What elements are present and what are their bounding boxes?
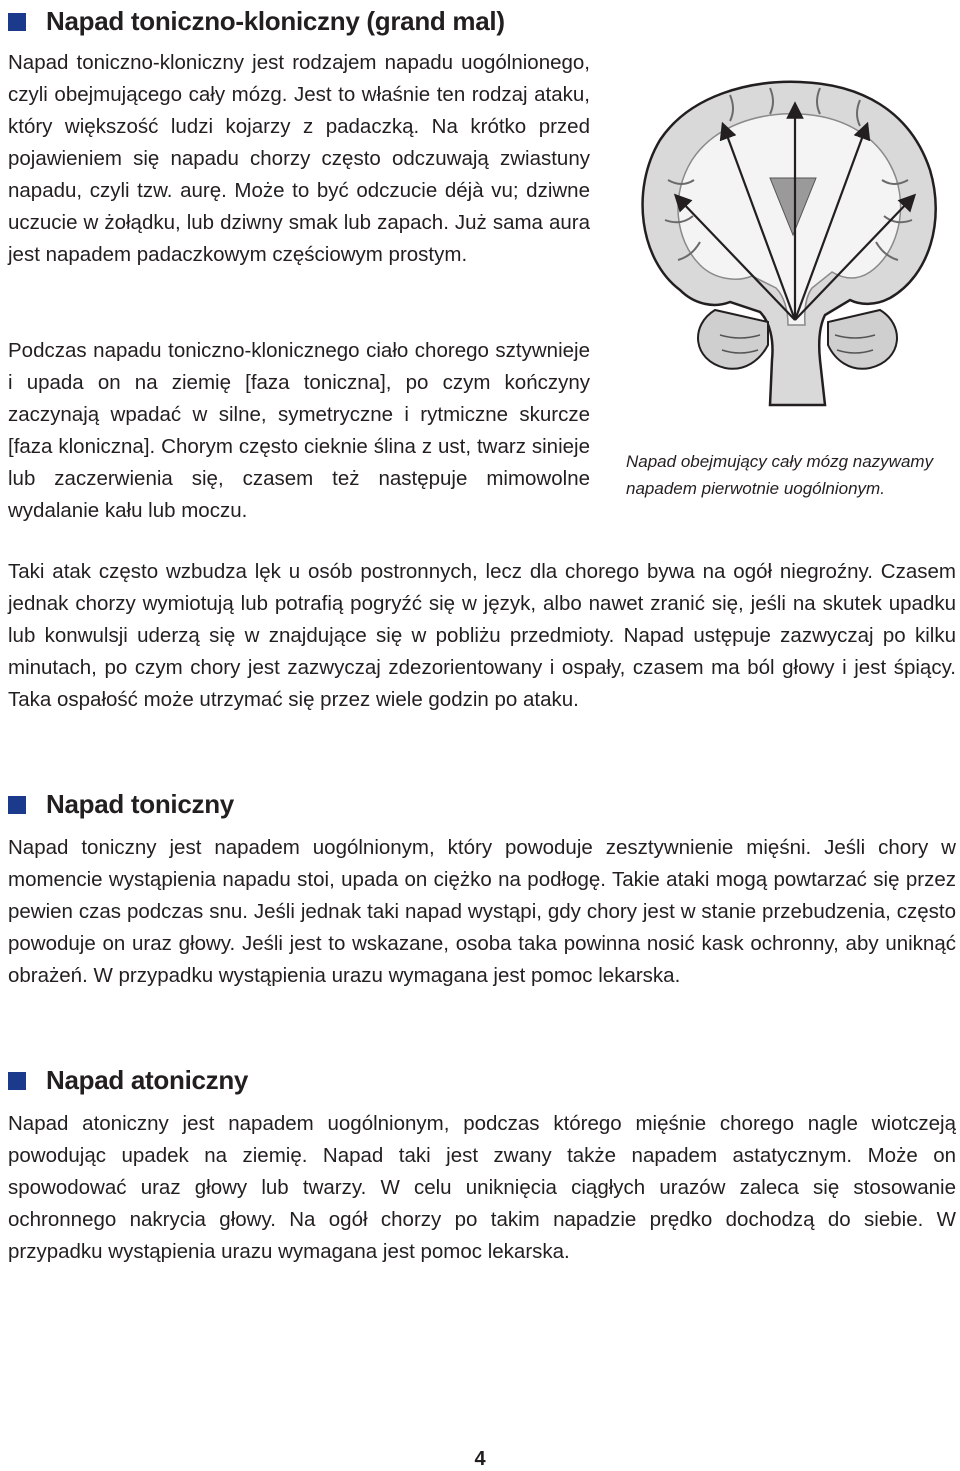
brain-figure — [620, 60, 950, 460]
brain-cross-section-icon — [620, 60, 950, 460]
section-heading-atonic — [8, 1065, 248, 1096]
section-heading-tonic-clonic — [8, 6, 505, 37]
paragraph-atonic: Napad atoniczny jest napadem uogólnionym, podczas którego mięśnie chorego nagle wiotczeją powodując upadek na ziemię. Napad taki jest zwany także napadem astatycznym. Może on spowodować uraz głowy lub twarzy. W celu uniknięcia ciągłych urazów zaleca się stosowanie ochronnego nakrycia głowy. Na ogół chorzy po takim napadzie prędko dochodzą do siebie. W przypadku wystąpienia urazu wymagana jest pomoc lekarska. — [8, 1112, 956, 1263]
square-bullet-icon — [8, 13, 26, 31]
section-heading-text: Napad atoniczny — [46, 1065, 249, 1095]
paragraph-tonic-clonic-intro: Napad toniczno-kloniczny jest rodzajem napadu uogólnionego, czyli obejmującego cały mózg. Jest to właśnie ten rodzaj ataku, który większość ludzi kojarzy z padaczką. Na krótko przed pojawieniem się napadu chorzy często odczuwają zwiastuny napadu, czyli tzw. aurę. Może to być odczucie déjà vu; dziwne uczucie w żołądku, lub dziwny smak lub zapach. Już sama aura jest napadem padaczkowym częściowym prostym. — [8, 51, 590, 266]
paragraph-tonic: Napad toniczny jest napadem uogólnionym, który powoduje zesztywnienie mięśni. Jeśli chory w momencie wystąpienia napadu stoi, upada on ciężko na podłogę. Takie ataki mogą powtarzać się przez pewien czas podczas snu. Jeśli jednak taki napad wystąpi, gdy chory jest w stanie przebudzenia, często powoduje on uraz głowy. Jeśli jest to wskazane, osoba taka powinna nosić kask ochronny, aby uniknąć obrażeń. W przypadku wystąpienia urazu wymagana jest pomoc lekarska. — [8, 836, 956, 987]
section-heading-text: Napad toniczno-kloniczny (grand mal) — [46, 6, 505, 36]
paragraph-tonic-clonic-phases: Podczas napadu toniczno-klonicznego ciało chorego sztywnieje i upada on na ziemię [faza toniczna], po czym kończyny zaczynają wpadać w silne, symetryczne i rytmiczne skurcze [faza kloniczna]. Chorym często cieknie ślina z ust, twarz sinieje lub zaczerwienia się, czasem też następuje mimowolne wydalanie kału lub moczu. — [8, 339, 590, 522]
paragraph-tonic-clonic-effects: Taki atak często wzbudza lęk u osób postronnych, lecz dla chorego bywa na ogół niegroźny. Czasem jednak chorzy wymiotują lub potrafią pogryźć się w język, albo nawet zranić się, jeśli na skutek upadku lub konwulsji uderzą się w znajdujące się w pobliżu przedmioty. Napad ustępuje zazwyczaj po kilku minutach, po czym chory jest zazwyczaj zdezorientowany i ospały, czasem ma ból głowy i jest śpiący. Taka ospałość może utrzymać się przez wiele godzin po ataku. — [8, 560, 956, 711]
square-bullet-icon — [8, 1072, 26, 1090]
section-heading-tonic — [8, 789, 234, 820]
section-heading-text: Napad toniczny — [46, 789, 234, 819]
figure-caption: Napad obejmujący cały mózg nazywamy napadem pierwotnie uogólnionym. — [626, 452, 934, 498]
page-number: 4 — [474, 1448, 486, 1470]
square-bullet-icon — [8, 796, 26, 814]
